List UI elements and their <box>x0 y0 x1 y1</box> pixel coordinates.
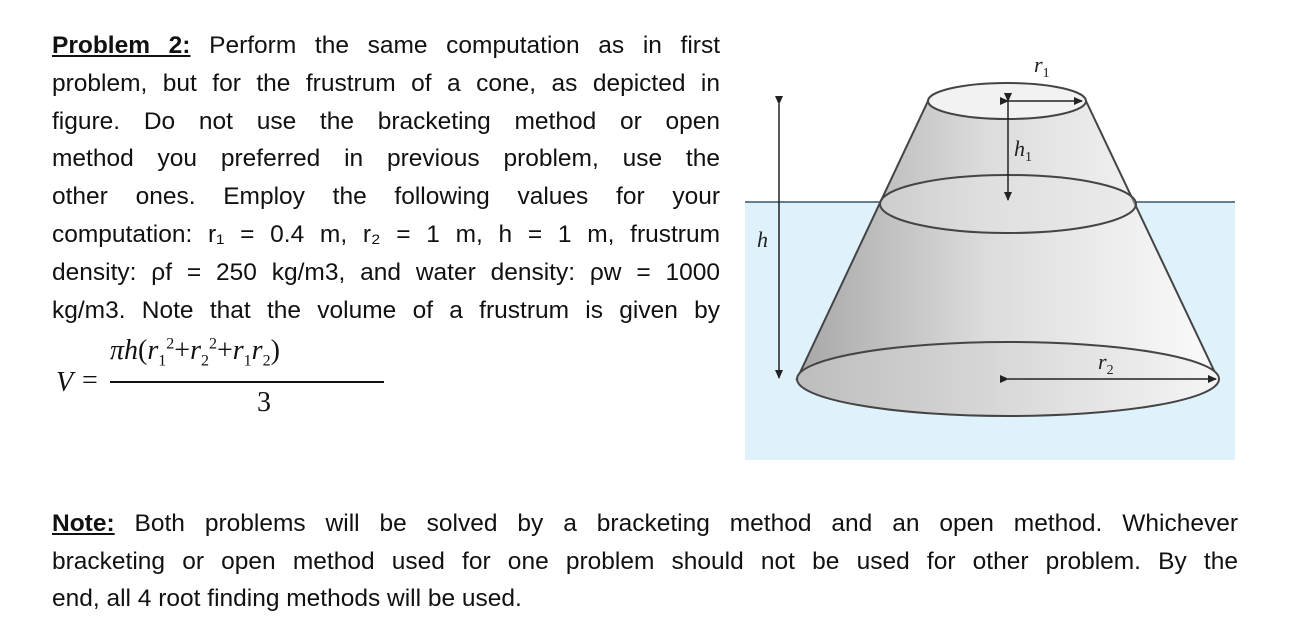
problem-line: other ones. Employ the following values for your <box>52 183 720 211</box>
h1-label: $h_1$ <box>1014 136 1032 165</box>
formula-r1: r <box>147 335 159 366</box>
problem-line: figure. Do not use the bracketing method or open <box>52 107 720 135</box>
formula-sub: 1 <box>158 352 167 370</box>
formula-paren: ) <box>270 335 280 366</box>
formula-sub: 2 <box>200 352 209 370</box>
frustum-volume-formula <box>52 335 352 425</box>
formula-denominator: 3 <box>257 387 271 418</box>
formula-r1: r <box>232 335 244 366</box>
problem-line: problem, but for the frustrum of a cone, as depicted in <box>52 69 720 97</box>
h-label: h <box>757 227 768 252</box>
note-label: Note: <box>52 510 115 537</box>
formula-pi: π <box>110 335 125 366</box>
problem-line: density: ρf = 250 kg/m3, and water density: ρw = 1000 <box>52 258 720 286</box>
formula-sup: 2 <box>208 335 217 353</box>
formula-sub: 2 <box>262 352 271 370</box>
formula-r2: r <box>251 335 263 366</box>
problem-label: Problem 2: <box>52 32 191 59</box>
problem-line <box>52 27 720 65</box>
problem-line: kg/m3. Note that the volume of a frustrum is given by <box>52 296 720 324</box>
fraction-bar <box>110 381 384 383</box>
formula-equals: = <box>82 365 98 396</box>
note-paragraph <box>52 505 1238 618</box>
formula-plus: + <box>216 335 233 366</box>
formula-lhs: V <box>56 367 74 398</box>
formula-numerator <box>110 335 280 371</box>
note-line <box>52 505 1238 543</box>
problem-statement <box>52 27 720 329</box>
formula-r2: r <box>190 335 201 366</box>
formula-paren: ( <box>138 335 148 366</box>
formula-sup: 2 <box>166 335 175 353</box>
formula-sub: 1 <box>243 352 252 370</box>
r1-label: $r_1$ <box>1034 52 1050 81</box>
formula-plus: + <box>174 335 191 366</box>
problem-text: Perform the same computation as in first <box>190 32 720 59</box>
note-text: Both problems will be solved by a bracketing method and an open method. Whichever <box>114 510 1238 537</box>
r2-label: $r_2$ <box>1098 349 1114 378</box>
formula-h: h <box>124 335 139 366</box>
frustum-figure <box>745 38 1235 460</box>
note-line: end, all 4 root finding methods will be used. <box>52 585 522 612</box>
problem-line: method you preferred in previous problem, use the <box>52 145 720 173</box>
note-line: bracketing or open method used for one problem should not be used for other problem. By the <box>52 547 1238 575</box>
problem-line: computation: r₁ = 0.4 m, r₂ = 1 m, h = 1 m, frustrum <box>52 220 720 248</box>
